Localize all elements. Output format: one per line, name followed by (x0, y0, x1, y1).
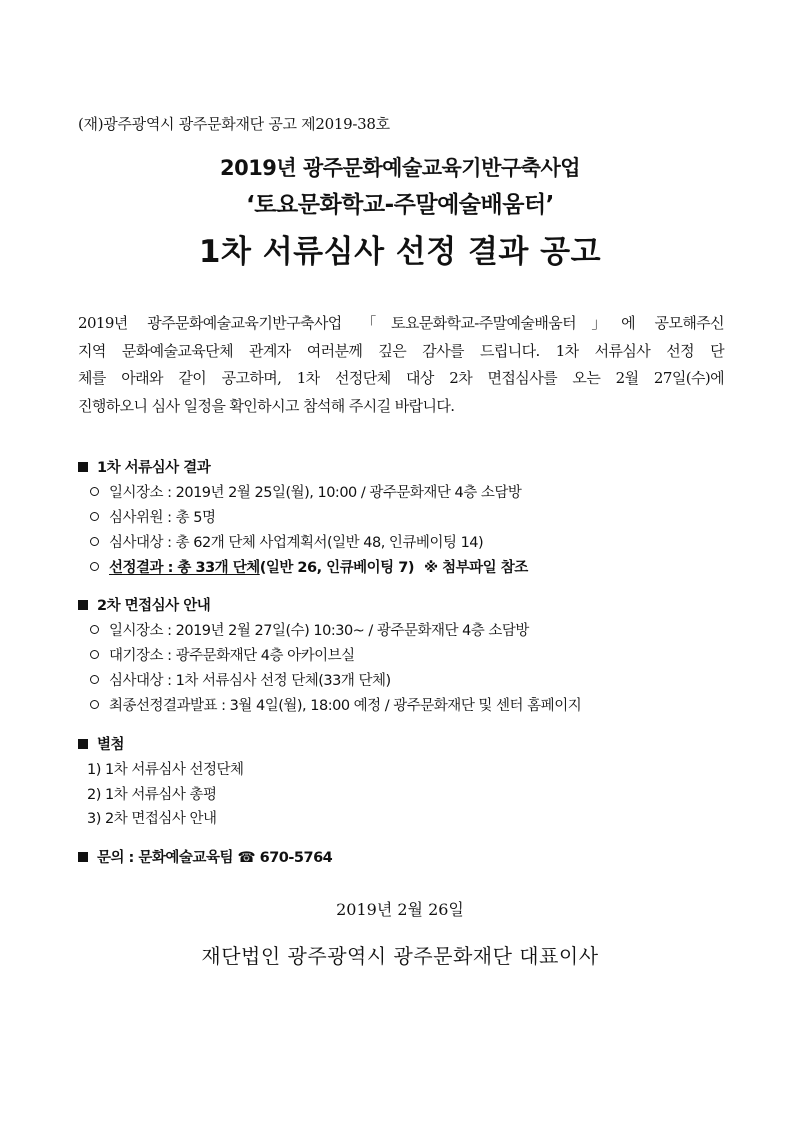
notice-number: (재)광주광역시 광주문화재단 공고 제2019-38호 (78, 115, 390, 133)
square-bullet-icon (78, 739, 88, 749)
intro-line: 2019년 광주문화예술교육기반구축사업 「토요문화학교-주말예술배움터」에 공모해주신 (78, 314, 724, 332)
list-item: 심사대상 : 총 62개 단체 사업계획서(일반 48, 인큐베이팅 14) (78, 531, 528, 556)
selection-result-count: 선정결과 : 총 33개 단체 (109, 560, 260, 576)
attachment-item: 1) 1차 서류심사 선정단체 (87, 762, 244, 778)
list-item: 대기장소 : 광주문화재단 4층 아카이브실 (78, 644, 581, 669)
list-item: 최종선정결과발표 : 3월 4일(월), 18:00 예정 / 광주문화재단 및 센터 홈페이지 (78, 694, 581, 719)
section-heading: 별첨 (78, 733, 244, 758)
circle-bullet-icon (90, 650, 99, 659)
circle-bullet-icon (90, 562, 99, 571)
title-line-2: ‘토요문화학교-주말예술배움터’ (246, 192, 554, 218)
intro-line: 체를 아래와 같이 공고하며, 1차 선정단체 대상 2차 면접심사를 오는 2월 27일(수)에 (78, 369, 724, 387)
title-line-1: 2019년 광주문화예술교육기반구축사업 (219, 156, 581, 180)
list-item: 일시장소 : 2019년 2월 27일(수) 10:30~ / 광주문화재단 4층 소담방 (78, 619, 581, 644)
circle-bullet-icon (90, 487, 99, 496)
intro-paragraph (78, 310, 724, 420)
section-first-review (78, 456, 528, 581)
issuer-signature: 재단법인 광주광역시 광주문화재단 대표이사 (201, 944, 599, 968)
section-attachments (78, 733, 244, 832)
section-heading: 1차 서류심사 결과 (78, 456, 528, 481)
circle-bullet-icon (90, 537, 99, 546)
square-bullet-icon (78, 852, 88, 862)
section-contact (78, 846, 332, 871)
intro-line: 지역 문화예술교육단체 관계자 여러분께 깊은 감사를 드립니다. 1차 서류심사 선정 단 (78, 341, 724, 360)
list-item: 심사위원 : 총 5명 (78, 506, 528, 531)
section-heading: 2차 면접심사 안내 (78, 594, 581, 619)
selection-result (78, 556, 528, 581)
circle-bullet-icon (90, 625, 99, 634)
square-bullet-icon (78, 600, 88, 610)
intro-line: 진행하오니 심사 일정을 확인하시고 참석해 주시길 바랍니다. (78, 396, 455, 415)
attachment-reference: ※ 첨부파일 참조 (423, 560, 528, 576)
selection-result-detail: (일반 26, 인큐베이팅 7) (259, 560, 414, 576)
notice-date: 2019년 2월 26일 (336, 900, 464, 919)
list-item: 일시장소 : 2019년 2월 25일(월), 10:00 / 광주문화재단 4층 소담방 (78, 481, 528, 506)
circle-bullet-icon (90, 675, 99, 684)
attachment-item: 2) 1차 서류심사 총평 (87, 786, 217, 803)
page-title: 1차 서류심사 선정 결과 공고 (198, 234, 602, 270)
section-interview (78, 594, 581, 719)
list-item: 심사대상 : 1차 서류심사 선정 단체(33개 단체) (78, 669, 581, 694)
circle-bullet-icon (90, 512, 99, 521)
square-bullet-icon (78, 462, 88, 472)
attachment-item: 3) 2차 면접심사 안내 (87, 811, 217, 827)
contact-line: 문의 : 문화예술교육팀 ☎ 670-5764 (78, 846, 332, 871)
circle-bullet-icon (90, 700, 99, 709)
